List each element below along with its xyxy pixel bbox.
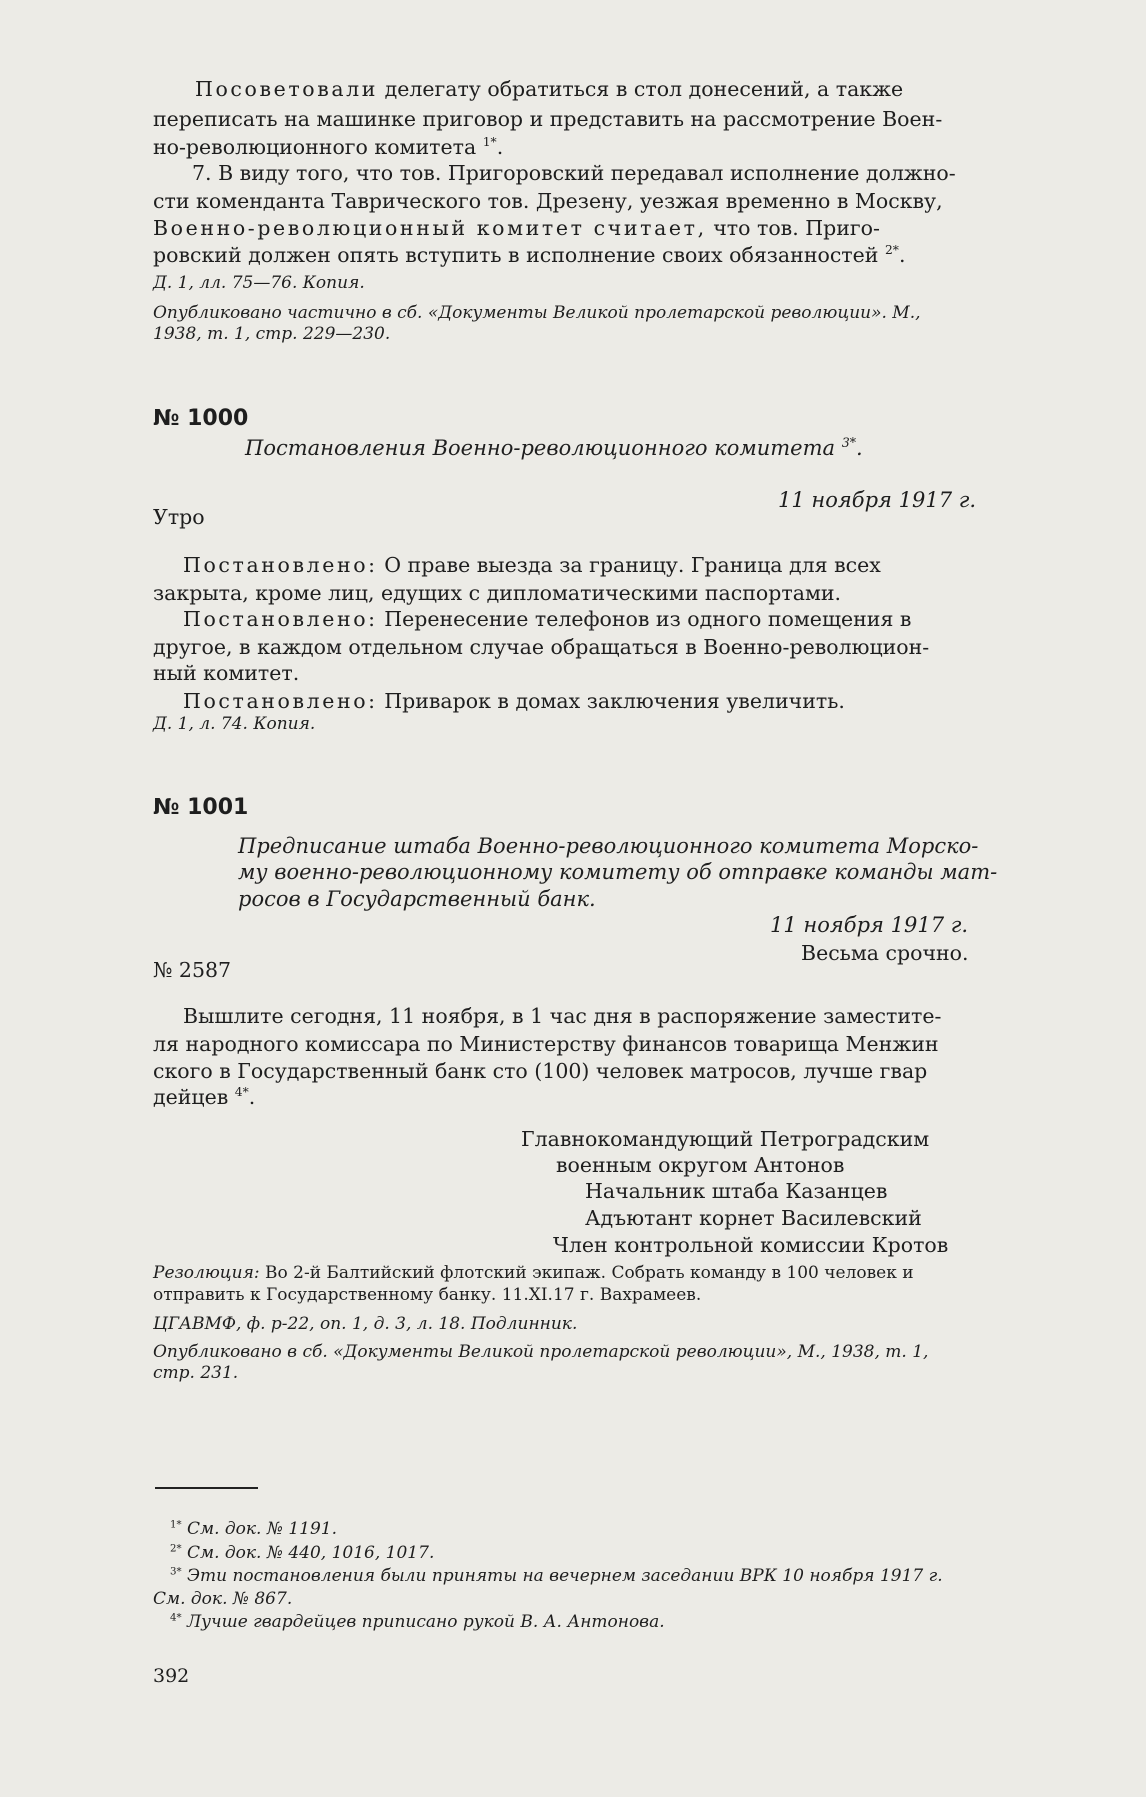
text-span: ровский должен опять вступить в исполнение своих обязанностей <box>153 243 885 267</box>
text-span: Во 2-й Балтийский флотский экипаж. Собрать команду в 100 человек и <box>259 1263 914 1283</box>
doc-1001-number: № 1001 <box>153 795 249 820</box>
doc-1000-p2-line-3: ный комитет. <box>153 661 300 685</box>
text-span: делегату обратиться в стол донесений, а также <box>378 77 904 101</box>
signature-line-4: Адъютант корнет Василевский <box>585 1206 922 1230</box>
doc-1000-title <box>245 435 863 461</box>
text-span: дейцев <box>153 1085 235 1109</box>
doc-1001-title-2: му военно-революционному комитету об отправке команды мат- <box>238 860 998 884</box>
footnote-mark: 2* <box>170 1543 182 1555</box>
signature-line-3: Начальник штаба Казанцев <box>585 1179 888 1203</box>
text-span: . <box>856 436 863 460</box>
doc-1000-source: Д. 1, л. 74. Копия. <box>153 714 316 734</box>
intro-line-1 <box>195 76 903 102</box>
spaced-word: Постановлено: <box>183 553 378 577</box>
doc-1000-p3 <box>183 688 845 714</box>
intro-line-3 <box>153 134 503 160</box>
archive-reference: ЦГАВМФ, ф. р-22, оп. 1, д. 3, л. 18. Подлинник. <box>153 1314 578 1334</box>
spaced-word: Постановлено: <box>183 689 378 713</box>
spaced-word: Постановлено: <box>183 607 378 631</box>
doc-1000-p1-line-1 <box>183 552 881 578</box>
doc-1000-p2-line-1 <box>183 606 911 632</box>
footnote-mark: 3* <box>170 1566 182 1578</box>
footnote-ref: 4* <box>234 1085 249 1100</box>
doc-1000-number: № 1000 <box>153 406 249 431</box>
text-span: Лучше гвардейцев приписано рукой В. А. Антонова. <box>181 1612 665 1632</box>
intro-publication-1: Опубликовано частично в сб. «Документы Великой пролетарской революции». М., <box>153 303 921 323</box>
text-span: . <box>248 1085 256 1109</box>
text-span: но-революционного комитета <box>153 135 483 159</box>
footnote-divider <box>155 1487 258 1489</box>
doc-1000-time: Утро <box>153 505 205 529</box>
text-span: См. док. № 440, 1016, 1017. <box>181 1543 435 1563</box>
page-number: 392 <box>153 1665 190 1687</box>
resolution-line-1 <box>153 1262 914 1284</box>
intro-source: Д. 1, лл. 75—76. Копия. <box>153 273 365 293</box>
signature-line-5: Член контрольной комиссии Кротов <box>553 1233 949 1257</box>
doc-1001-ref-number: № 2587 <box>153 958 232 982</box>
text-span: Постановления Военно-революционного комитета <box>245 436 842 460</box>
spaced-word: Посоветовали <box>195 77 379 101</box>
doc-1001-body-1: Вышлите сегодня, 11 ноября, в 1 час дня в распоряжение заместите- <box>183 1004 942 1028</box>
doc-1001-publication-1: Опубликовано в сб. «Документы Великой пролетарской революции», М., 1938, т. 1, <box>153 1342 929 1362</box>
footnote-2 <box>170 1542 434 1564</box>
resolution-line-2: отправить к Государственному банку. 11.XI.17 г. Вахрамеев. <box>153 1285 702 1305</box>
footnote-mark: 1* <box>170 1519 182 1531</box>
signature-line-2: военным округом Антонов <box>556 1153 845 1177</box>
footnote-3-line-1 <box>170 1565 943 1587</box>
doc-1001-urgency: Весьма срочно. <box>801 941 969 965</box>
doc-1000-p1-line-2: закрыта, кроме лиц, едущих с дипломатическими паспортами. <box>153 581 842 605</box>
signature-line-1: Главнокомандующий Петроградским <box>521 1127 930 1151</box>
text-span: Перенесение телефонов из одного помещения в <box>377 607 912 631</box>
doc-1001-publication-2: стр. 231. <box>153 1363 239 1383</box>
spaced-phrase: Военно-революционный комитет считает, <box>153 216 707 240</box>
text-span: Приварок в домах заключения увеличить. <box>377 689 845 713</box>
footnote-ref: 1* <box>482 135 497 150</box>
doc-1001-body-2: ля народного комиссара по Министерству финансов товарища Менжин <box>153 1032 939 1056</box>
footnote-3-line-2: См. док. № 867. <box>153 1589 293 1609</box>
doc-1001-date: 11 ноября 1917 г. <box>770 913 969 937</box>
doc-1000-date: 11 ноября 1917 г. <box>778 488 977 512</box>
intro-line-6 <box>153 215 880 241</box>
intro-line-7 <box>153 242 905 268</box>
intro-line-4: 7. В виду того, что тов. Пригоровский передавал исполнение должно- <box>192 161 956 185</box>
footnote-mark: 4* <box>170 1612 182 1624</box>
text-span: См. док. № 1191. <box>181 1519 338 1539</box>
doc-1000-p2-line-2: другое, в каждом отдельном случае обращаться в Военно-революцион- <box>153 635 930 659</box>
doc-1001-body-3: ского в Государственный банк сто (100) человек матросов, лучше гвар <box>153 1059 928 1083</box>
text-span: Эти постановления были приняты на вечернем заседании ВРК 10 ноября 1917 г. <box>181 1566 943 1586</box>
resolution-label: Резолюция: <box>153 1263 260 1283</box>
doc-1001-title-3: росов в Государственный банк. <box>238 887 596 911</box>
footnote-ref: 3* <box>841 435 857 450</box>
doc-1001-body-4 <box>153 1084 255 1110</box>
doc-1001-title-1: Предписание штаба Военно-революционного комитета Морско- <box>238 834 979 858</box>
intro-publication-2: 1938, т. 1, стр. 229—230. <box>153 324 391 344</box>
footnote-ref: 2* <box>884 243 899 258</box>
footnote-1 <box>170 1518 337 1540</box>
text-span: . <box>898 243 906 267</box>
intro-line-5: сти коменданта Таврического тов. Дрезену, уезжая временно в Москву, <box>153 189 943 213</box>
text-span: что тов. Приго- <box>706 216 880 240</box>
text-span: О праве выезда за границу. Граница для всех <box>377 553 881 577</box>
intro-line-2: переписать на машинке приговор и представить на рассмотрение Воен- <box>153 107 943 131</box>
footnote-4 <box>170 1611 665 1633</box>
text-span: . <box>496 135 504 159</box>
